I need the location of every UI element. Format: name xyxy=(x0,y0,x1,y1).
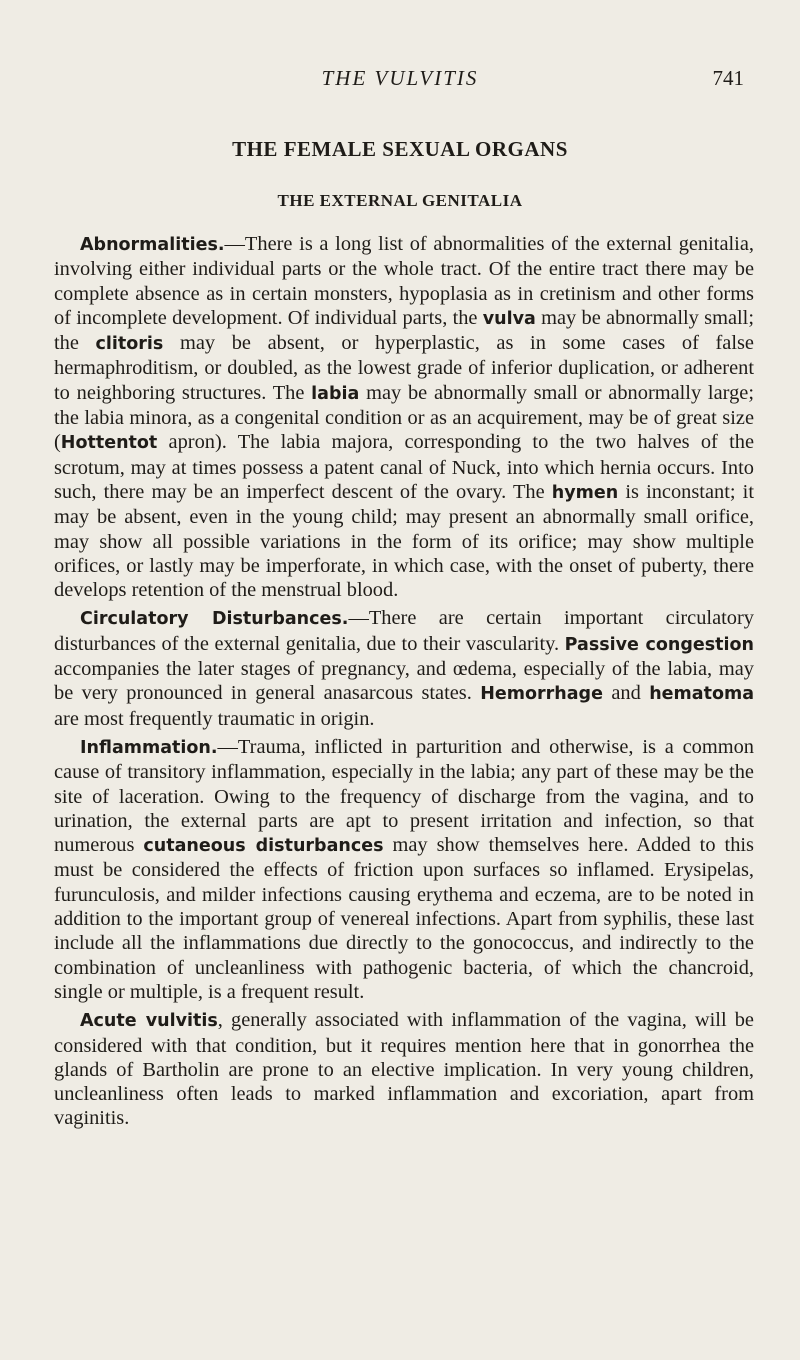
bold-term: Hemorrhage xyxy=(480,684,603,705)
text-run: may be abnormally small or abnormally large; the labia minora, as a congenital condition or as an acquirement, may be of great size ( xyxy=(54,381,754,454)
text-run: is inconstant; it may be absent, even in the young child; may present an abnormally small orifice, may show all possible variations in the form of its orifice; may show multiple orifices, or lastly may be imperforate, in which case, with the onset of puberty, there develops retention of the menstrual blood. xyxy=(54,480,754,602)
text-run: may be abnormally small; the xyxy=(54,306,754,355)
text-run: —Trauma, inflicted in parturition and otherwise, is a common cause of transitory inflammation, especially in the labia; any part of these may be the site of laceration. Owing to the frequency of discharge from the vagina, and to urination, the external parts are apt to present irritation and infection, so that numerous xyxy=(54,735,754,857)
body-text xyxy=(54,232,754,1131)
text-run: may be absent, or hyperplastic, as in some cases of false hermaphroditism, or doubled, as the lowest grade of inferior duplication, or adherent to neighboring structures. The xyxy=(54,332,754,404)
paragraph-circulatory-disturbances xyxy=(54,606,754,730)
text-run: —There are certain important circulatory disturbances of the external genitalia, due to their vascularity. xyxy=(54,607,754,655)
paragraph-abnormalities xyxy=(54,232,754,602)
bold-term: hematoma xyxy=(649,684,755,705)
bold-term: Acute vulvitis xyxy=(80,1011,218,1032)
section-heading: THE EXTERNAL GENITALIA xyxy=(277,191,523,210)
bold-term: cutaneous disturbances xyxy=(143,836,384,857)
bold-term: Circulatory Disturbances. xyxy=(80,609,349,630)
bold-term: Passive congestion xyxy=(564,634,754,655)
page-number: 741 xyxy=(712,66,744,90)
bold-term: labia xyxy=(311,383,360,404)
text-run: —There is a long list of abnormalities of the external genitalia, involving either individual parts or the whole tract. Of the entire tract there may be complete absence as in certain monsters, hypoplasia as in cretinism and other forms of incomplete development. Of individual parts, the xyxy=(54,233,754,329)
chapter-heading: THE FEMALE SEXUAL ORGANS xyxy=(232,137,568,161)
bold-term: clitoris xyxy=(95,334,164,355)
bold-term: Abnormalities. xyxy=(80,235,225,255)
text-run: accompanies the later stages of pregnancy, and œdema, especially of the labia, may be very pronounced in general anasarcous states. xyxy=(54,658,754,705)
bold-term: Inflammation. xyxy=(80,737,218,758)
running-head xyxy=(0,66,800,96)
text-run: apron). The labia majora, corresponding to the two halves of the scrotum, may at times possess a patent canal of Nuck, into which hernia occurs. Into such, there may be an imperfect descent of the ovary. The xyxy=(54,431,754,503)
running-head-title: THE VULVITIS xyxy=(321,66,479,90)
text-run: , generally associated with inflammation of the vagina, will be considered with that condition, but it requires mention here that in gonorrhea the glands of Bartholin are prone to an elective implication. In very young children, uncleanliness often leads to marked inflammation and excoriation, apart from vaginitis. xyxy=(54,1009,754,1130)
paragraph-inflammation xyxy=(54,735,754,1004)
bold-term: vulva xyxy=(482,308,536,329)
text-run: may show themselves here. Added to this must be considered the effects of friction upon surfaces so inflamed. Erysipelas, furunculosis, and milder infections causing erythema and eczema, are to be noted in addition to the important group of venereal infections. Apart from syphilis, these last include all the inflammations due directly to the gonococcus, and indirectly to the combination of uncleanliness with pathogenic bacteria, of which the chancroid, single or multiple, is a frequent result. xyxy=(54,834,754,1003)
text-run: and xyxy=(602,682,650,705)
text-run: are most frequently traumatic in origin. xyxy=(54,707,375,730)
bold-term: hymen xyxy=(551,482,619,503)
paragraph-acute-vulvitis xyxy=(54,1008,754,1130)
bold-term: Hottentot xyxy=(60,433,158,454)
